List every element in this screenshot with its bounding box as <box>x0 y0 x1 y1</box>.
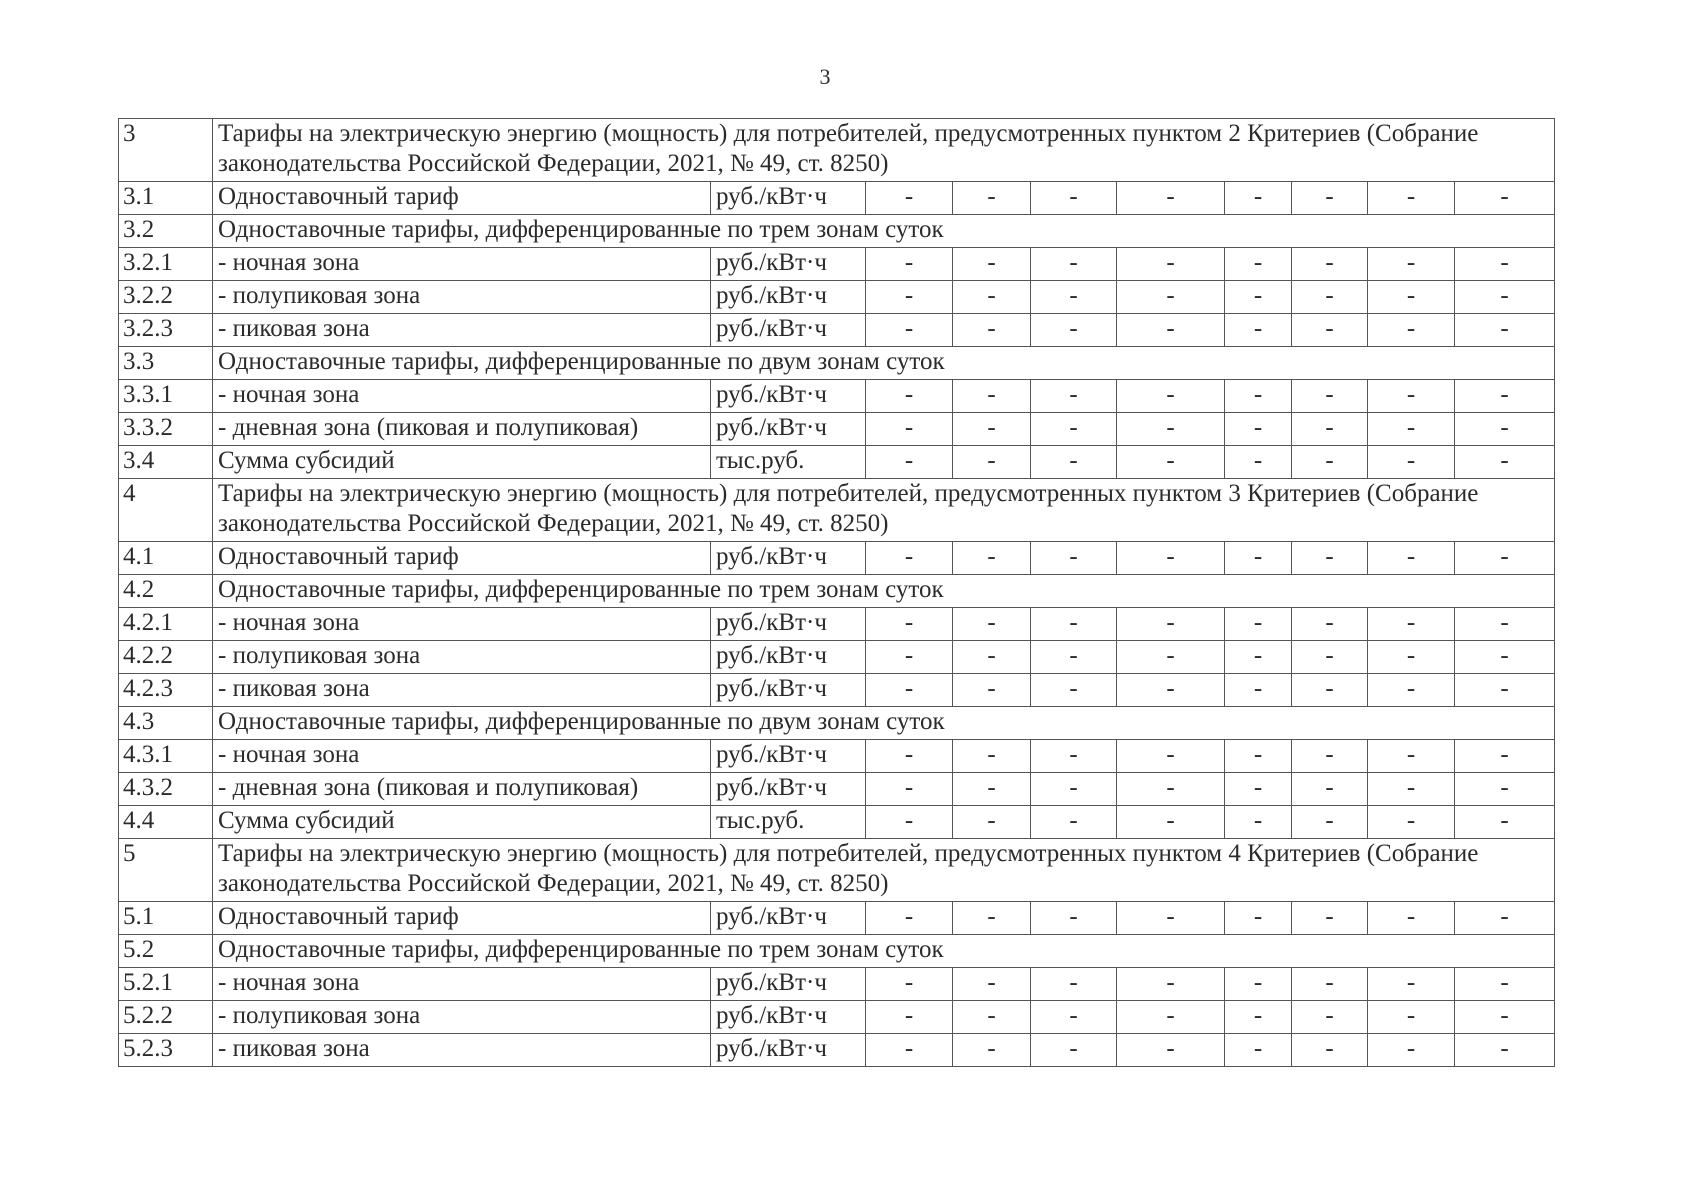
value-cell: - <box>866 806 953 839</box>
value-cell: - <box>1031 380 1117 413</box>
value-cell: - <box>953 314 1031 347</box>
row-description: Тарифы на электрическую энергию (мощность) для потребителей, предусмотренных пунктом 4 Критериев (Собрание законодательства Российской Федерации, 2021, № 49, ст. 8250) <box>213 839 1555 902</box>
value-cell: - <box>1225 806 1292 839</box>
row-description: Сумма субсидий <box>213 446 711 479</box>
value-cell: - <box>1031 740 1117 773</box>
value-cell: - <box>1292 182 1368 215</box>
row-description: - ночная зона <box>213 740 711 773</box>
value-cell: - <box>1455 641 1555 674</box>
row-description: - дневная зона (пиковая и полупиковая) <box>213 773 711 806</box>
value-cell: - <box>1031 542 1117 575</box>
value-cell: - <box>1117 1001 1225 1034</box>
value-cell: - <box>953 182 1031 215</box>
unit-cell: руб./кВт·ч <box>711 740 866 773</box>
row-description: Тарифы на электрическую энергию (мощность) для потребителей, предусмотренных пунктом 2 Критериев (Собрание законодательства Российской Федерации, 2021, № 49, ст. 8250) <box>213 119 1555 182</box>
value-cell: - <box>1455 380 1555 413</box>
value-cell: - <box>1455 314 1555 347</box>
value-cell: - <box>1031 314 1117 347</box>
row-number: 4.1 <box>119 542 213 575</box>
value-cell: - <box>866 773 953 806</box>
value-cell: - <box>1368 281 1455 314</box>
table-row <box>119 608 1555 641</box>
value-cell: - <box>866 902 953 935</box>
row-number: 4 <box>119 479 213 542</box>
row-number: 3.2.3 <box>119 314 213 347</box>
row-number: 3.2.2 <box>119 281 213 314</box>
value-cell: - <box>866 674 953 707</box>
value-cell: - <box>1368 641 1455 674</box>
row-number: 3 <box>119 119 213 182</box>
value-cell: - <box>1225 314 1292 347</box>
value-cell: - <box>1455 806 1555 839</box>
row-description: Одноставочные тарифы, дифференцированные по трем зонам суток <box>213 215 1555 248</box>
value-cell: - <box>1368 446 1455 479</box>
unit-cell: руб./кВт·ч <box>711 1034 866 1067</box>
row-number: 4.2.2 <box>119 641 213 674</box>
row-description: - ночная зона <box>213 248 711 281</box>
value-cell: - <box>1117 902 1225 935</box>
value-cell: - <box>1031 674 1117 707</box>
value-cell: - <box>1225 968 1292 1001</box>
value-cell: - <box>1455 1034 1555 1067</box>
value-cell: - <box>1225 413 1292 446</box>
row-number: 5 <box>119 839 213 902</box>
value-cell: - <box>1455 608 1555 641</box>
table-row <box>119 806 1555 839</box>
value-cell: - <box>953 674 1031 707</box>
row-description: Тарифы на электрическую энергию (мощность) для потребителей, предусмотренных пунктом 3 Критериев (Собрание законодательства Российской Федерации, 2021, № 49, ст. 8250) <box>213 479 1555 542</box>
value-cell: - <box>1292 314 1368 347</box>
value-cell: - <box>1368 413 1455 446</box>
row-number: 3.1 <box>119 182 213 215</box>
value-cell: - <box>1292 380 1368 413</box>
value-cell: - <box>1117 740 1225 773</box>
value-cell: - <box>953 806 1031 839</box>
value-cell: - <box>1031 413 1117 446</box>
unit-cell: руб./кВт·ч <box>711 902 866 935</box>
value-cell: - <box>1368 1001 1455 1034</box>
value-cell: - <box>866 380 953 413</box>
value-cell: - <box>1368 314 1455 347</box>
row-number: 4.2 <box>119 575 213 608</box>
value-cell: - <box>953 281 1031 314</box>
row-description: - полупиковая зона <box>213 281 711 314</box>
row-description: - ночная зона <box>213 968 711 1001</box>
value-cell: - <box>1455 740 1555 773</box>
table-row <box>119 314 1555 347</box>
value-cell: - <box>953 902 1031 935</box>
value-cell: - <box>1225 674 1292 707</box>
row-description: - полупиковая зона <box>213 641 711 674</box>
value-cell: - <box>953 608 1031 641</box>
group-row <box>119 935 1555 968</box>
value-cell: - <box>1225 281 1292 314</box>
value-cell: - <box>1031 773 1117 806</box>
row-number: 3.2 <box>119 215 213 248</box>
table-row <box>119 182 1555 215</box>
value-cell: - <box>1292 248 1368 281</box>
value-cell: - <box>1455 542 1555 575</box>
row-description: - пиковая зона <box>213 1034 711 1067</box>
value-cell: - <box>1455 968 1555 1001</box>
row-description: - дневная зона (пиковая и полупиковая) <box>213 413 711 446</box>
value-cell: - <box>1292 1001 1368 1034</box>
row-number: 3.2.1 <box>119 248 213 281</box>
section-header-row <box>119 479 1555 542</box>
value-cell: - <box>1225 248 1292 281</box>
value-cell: - <box>866 446 953 479</box>
value-cell: - <box>1225 446 1292 479</box>
row-description: Одноставочные тарифы, дифференцированные по двум зонам суток <box>213 347 1555 380</box>
value-cell: - <box>1368 968 1455 1001</box>
unit-cell: руб./кВт·ч <box>711 182 866 215</box>
value-cell: - <box>1117 446 1225 479</box>
value-cell: - <box>1292 608 1368 641</box>
unit-cell: тыс.руб. <box>711 806 866 839</box>
unit-cell: руб./кВт·ч <box>711 968 866 1001</box>
value-cell: - <box>1225 902 1292 935</box>
value-cell: - <box>953 542 1031 575</box>
value-cell: - <box>1368 542 1455 575</box>
row-number: 4.3 <box>119 707 213 740</box>
value-cell: - <box>1031 608 1117 641</box>
group-row <box>119 707 1555 740</box>
row-number: 4.2.1 <box>119 608 213 641</box>
value-cell: - <box>1031 446 1117 479</box>
value-cell: - <box>1292 641 1368 674</box>
value-cell: - <box>1117 608 1225 641</box>
group-row <box>119 347 1555 380</box>
value-cell: - <box>1292 968 1368 1001</box>
row-number: 3.3 <box>119 347 213 380</box>
value-cell: - <box>1455 413 1555 446</box>
unit-cell: руб./кВт·ч <box>711 773 866 806</box>
table-row <box>119 968 1555 1001</box>
table-body <box>119 119 1555 1067</box>
row-number: 3.4 <box>119 446 213 479</box>
row-number: 5.2 <box>119 935 213 968</box>
group-row <box>119 575 1555 608</box>
value-cell: - <box>1117 182 1225 215</box>
row-description: Сумма субсидий <box>213 806 711 839</box>
table-row <box>119 740 1555 773</box>
value-cell: - <box>1368 380 1455 413</box>
unit-cell: руб./кВт·ч <box>711 674 866 707</box>
value-cell: - <box>1225 380 1292 413</box>
value-cell: - <box>1225 182 1292 215</box>
table-row <box>119 380 1555 413</box>
value-cell: - <box>1455 773 1555 806</box>
table-row <box>119 902 1555 935</box>
value-cell: - <box>1225 641 1292 674</box>
value-cell: - <box>866 1034 953 1067</box>
table-row <box>119 641 1555 674</box>
value-cell: - <box>1117 542 1225 575</box>
value-cell: - <box>1225 773 1292 806</box>
value-cell: - <box>1368 182 1455 215</box>
row-number: 3.3.2 <box>119 413 213 446</box>
row-number: 4.4 <box>119 806 213 839</box>
value-cell: - <box>1117 248 1225 281</box>
value-cell: - <box>1117 281 1225 314</box>
value-cell: - <box>1225 608 1292 641</box>
value-cell: - <box>1117 1034 1225 1067</box>
value-cell: - <box>1455 902 1555 935</box>
value-cell: - <box>1368 674 1455 707</box>
value-cell: - <box>1368 773 1455 806</box>
row-description: Одноставочный тариф <box>213 542 711 575</box>
value-cell: - <box>1292 413 1368 446</box>
row-number: 5.2.2 <box>119 1001 213 1034</box>
row-description: Одноставочный тариф <box>213 182 711 215</box>
value-cell: - <box>1455 182 1555 215</box>
value-cell: - <box>1117 380 1225 413</box>
value-cell: - <box>1292 1034 1368 1067</box>
value-cell: - <box>866 281 953 314</box>
section-header-row <box>119 119 1555 182</box>
value-cell: - <box>953 1034 1031 1067</box>
table-row <box>119 674 1555 707</box>
row-description: Одноставочные тарифы, дифференцированные по трем зонам суток <box>213 935 1555 968</box>
value-cell: - <box>953 1001 1031 1034</box>
value-cell: - <box>1368 1034 1455 1067</box>
value-cell: - <box>1117 314 1225 347</box>
row-number: 3.3.1 <box>119 380 213 413</box>
value-cell: - <box>1368 902 1455 935</box>
section-header-row <box>119 839 1555 902</box>
unit-cell: руб./кВт·ч <box>711 1001 866 1034</box>
value-cell: - <box>1117 641 1225 674</box>
row-number: 4.3.2 <box>119 773 213 806</box>
unit-cell: руб./кВт·ч <box>711 314 866 347</box>
row-description: Одноставочные тарифы, дифференцированные по трем зонам суток <box>213 575 1555 608</box>
table-row <box>119 413 1555 446</box>
value-cell: - <box>866 1001 953 1034</box>
unit-cell: тыс.руб. <box>711 446 866 479</box>
table-row <box>119 281 1555 314</box>
value-cell: - <box>953 740 1031 773</box>
row-number: 4.3.1 <box>119 740 213 773</box>
value-cell: - <box>1292 281 1368 314</box>
table-row <box>119 542 1555 575</box>
value-cell: - <box>1455 248 1555 281</box>
value-cell: - <box>953 413 1031 446</box>
value-cell: - <box>1225 1001 1292 1034</box>
table-row <box>119 446 1555 479</box>
value-cell: - <box>953 446 1031 479</box>
value-cell: - <box>1225 1034 1292 1067</box>
row-description: Одноставочный тариф <box>213 902 711 935</box>
table-row <box>119 773 1555 806</box>
value-cell: - <box>1117 806 1225 839</box>
table-row <box>119 1001 1555 1034</box>
value-cell: - <box>1292 806 1368 839</box>
value-cell: - <box>953 380 1031 413</box>
value-cell: - <box>1031 182 1117 215</box>
value-cell: - <box>1031 1034 1117 1067</box>
group-row <box>119 215 1555 248</box>
unit-cell: руб./кВт·ч <box>711 380 866 413</box>
page-number: 3 <box>819 64 831 89</box>
value-cell: - <box>1031 806 1117 839</box>
value-cell: - <box>1031 248 1117 281</box>
table-row <box>119 248 1555 281</box>
value-cell: - <box>1368 248 1455 281</box>
value-cell: - <box>1031 968 1117 1001</box>
value-cell: - <box>953 248 1031 281</box>
value-cell: - <box>1368 806 1455 839</box>
value-cell: - <box>953 773 1031 806</box>
value-cell: - <box>1292 674 1368 707</box>
value-cell: - <box>866 314 953 347</box>
value-cell: - <box>1117 413 1225 446</box>
value-cell: - <box>1031 1001 1117 1034</box>
value-cell: - <box>1368 608 1455 641</box>
row-number: 4.2.3 <box>119 674 213 707</box>
value-cell: - <box>1455 281 1555 314</box>
value-cell: - <box>866 248 953 281</box>
row-number: 5.2.1 <box>119 968 213 1001</box>
unit-cell: руб./кВт·ч <box>711 641 866 674</box>
value-cell: - <box>1225 740 1292 773</box>
row-description: - ночная зона <box>213 608 711 641</box>
value-cell: - <box>1117 674 1225 707</box>
unit-cell: руб./кВт·ч <box>711 413 866 446</box>
value-cell: - <box>1292 446 1368 479</box>
unit-cell: руб./кВт·ч <box>711 248 866 281</box>
value-cell: - <box>1292 740 1368 773</box>
value-cell: - <box>866 641 953 674</box>
tariff-table <box>118 118 1555 1067</box>
value-cell: - <box>1455 1001 1555 1034</box>
row-number: 5.1 <box>119 902 213 935</box>
value-cell: - <box>1031 281 1117 314</box>
row-description: - пиковая зона <box>213 674 711 707</box>
value-cell: - <box>1031 641 1117 674</box>
row-description: - пиковая зона <box>213 314 711 347</box>
unit-cell: руб./кВт·ч <box>711 281 866 314</box>
value-cell: - <box>1225 542 1292 575</box>
row-description: - полупиковая зона <box>213 1001 711 1034</box>
value-cell: - <box>1455 446 1555 479</box>
value-cell: - <box>953 641 1031 674</box>
value-cell: - <box>866 413 953 446</box>
value-cell: - <box>1117 773 1225 806</box>
value-cell: - <box>866 740 953 773</box>
value-cell: - <box>1292 542 1368 575</box>
row-description: Одноставочные тарифы, дифференцированные по двум зонам суток <box>213 707 1555 740</box>
value-cell: - <box>866 968 953 1001</box>
value-cell: - <box>1292 773 1368 806</box>
value-cell: - <box>866 542 953 575</box>
value-cell: - <box>1031 902 1117 935</box>
row-description: - ночная зона <box>213 380 711 413</box>
value-cell: - <box>1292 902 1368 935</box>
value-cell: - <box>866 608 953 641</box>
value-cell: - <box>953 968 1031 1001</box>
unit-cell: руб./кВт·ч <box>711 542 866 575</box>
value-cell: - <box>866 182 953 215</box>
value-cell: - <box>1117 968 1225 1001</box>
row-number: 5.2.3 <box>119 1034 213 1067</box>
value-cell: - <box>1455 674 1555 707</box>
value-cell: - <box>1368 740 1455 773</box>
unit-cell: руб./кВт·ч <box>711 608 866 641</box>
table-row <box>119 1034 1555 1067</box>
